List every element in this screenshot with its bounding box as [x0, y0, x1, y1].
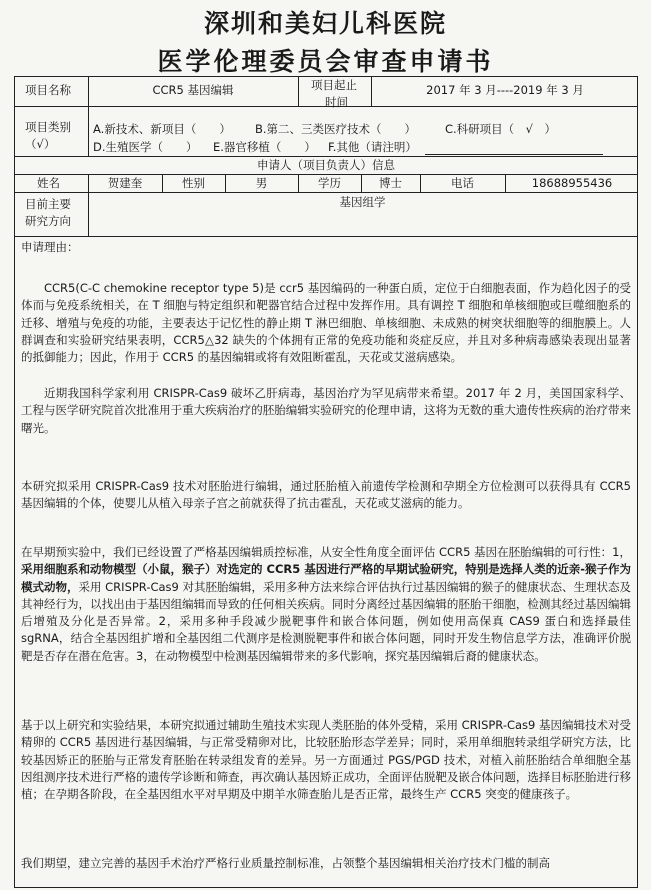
reason-label: 申请理由：: [21, 240, 79, 254]
research-label: [25, 196, 71, 230]
education-value: 博士: [379, 176, 402, 190]
category-label-line2: （√）: [25, 137, 56, 151]
period-label: [311, 77, 357, 111]
research-label-line1: 目前主要: [25, 197, 71, 211]
phone-value: 18688955436: [531, 176, 613, 190]
paragraph-expectation: 我们期望，建立完善的基因手术治疗严格行业质量控制标准，占领整个基因编辑相关治疗技术门槛的制高: [21, 856, 550, 870]
phone-label: 电话: [451, 176, 474, 190]
col-divider: [88, 106, 89, 156]
project-name-label: 项目名称: [25, 83, 71, 97]
row-divider: [15, 236, 637, 237]
education-label: 学历: [318, 176, 341, 190]
option-d[interactable]: D.生殖医学（ ）: [93, 140, 198, 154]
gender-label: 性别: [182, 176, 205, 190]
research-label-line2: 研究方向: [25, 214, 71, 228]
pilot-text-a: 在早期预实验中，我们已经设置了严格基因编辑质控标准，从安全性角度全面评估 CCR5 基因在胚胎编辑的可行性：1，: [21, 545, 631, 559]
option-f-underline: [425, 154, 603, 155]
project-name-value: CCR5 基因编辑: [152, 83, 234, 97]
paragraph-ccr5-intro: CCR5(C-C chemokine receptor type 5)是 ccr5 基因编码的一种蛋白质，定位于白细胞表面，作为趋化因子的受体而与免疫系统相关，在 T 细胞与特定组织和靶器官结合过程中发挥作用。具有调控 T 细胞和单核细胞或巨噬细胞系的迁移、增殖与免疫的功能，主要表达于记忆性的静止期 T 淋巴细胞、单核细胞、未成熟的树突状细胞等的细胞膜上。人群调查和实验研究结果表明，CCR5△32 缺失的个体拥有正常的免疫功能和炎症反应，并且对多种病毒感染表现出显著的抵御能力；因此，作用于 CCR5 的基因编辑或将有效阻断霍乱，天花或艾滋病感染。: [21, 281, 631, 365]
category-label: [25, 119, 71, 153]
pilot-text-bold: 采用细胞系和动物模型（小鼠，猴子）对选定的 CCR5 基因进行严格的早期试验研究，特别是选择人类的近亲-猴子作为模式动物，: [21, 562, 632, 594]
period-value: 2017 年 3 月----2019 年 3 月: [426, 83, 584, 97]
paragraph-pilot-experiments: [21, 544, 631, 665]
applicant-header: 申请人（项目负责人）信息: [257, 158, 395, 172]
period-label-line2: 时间: [325, 95, 348, 109]
applicant-name-label: 姓名: [37, 176, 60, 190]
form-title: 医学伦理委员会审查申请书: [157, 47, 494, 76]
option-c[interactable]: C.科研项目（ √ ）: [445, 122, 557, 136]
paragraph-study-aim: 本研究拟采用 CRISPR-Cas9 技术对胚胎进行编辑，通过胚胎植入前遗传学检测和孕期全方位检测可以获得具有 CCR5 基因编辑的个体，使婴儿从植入母亲子宫之前就获得了抗击霍乱，天花或艾滋病的能力。: [21, 479, 631, 511]
col-divider: [298, 77, 299, 106]
period-label-line1: 项目起止: [311, 78, 357, 92]
form-table: [14, 76, 638, 888]
paragraph-recent-progress: 近期我国科学家利用 CRISPR-Cas9 破坏乙肝病毒，基因治疗为罕见病带来希望。2017 年 2 月，美国国家科学、工程与医学研究院首次批准用于重大疾病治疗的胚胎编辑实验研究的伦理申请，这将为无数的重大遗传性疾病的治疗带来曙光。: [21, 386, 631, 435]
category-label-line1: 项目类别: [25, 120, 71, 134]
hospital-title: 深圳和美妇儿科医院: [203, 9, 447, 38]
research-value: 基因组学: [339, 195, 386, 209]
gender-value: 男: [255, 176, 268, 190]
row-divider: [15, 192, 637, 193]
option-e[interactable]: E.器官移植（ ）: [213, 140, 316, 154]
pilot-text-c: 采用 CRISPR-Cas9 对其胚胎编辑，采用多种方法来综合评估执行过基因编辑的猴子的健康状态、生理状态及其神经行为，以找出由于基因组编辑而导致的任何相关疾病。同时分离经过基因编辑的胚胎干细胞，检测其经过基因编辑后增殖及分化是否异常。2，采用多种手段减少脱靶事件和嵌合体问题，例如使用高保真 CAS9 蛋白和选择最佳 sgRNA，结合全基因组扩增和全基因组二代测序是检测脱靶事件和嵌合体问题，同时开发生物信息学方法，准确评价脱靶是否存在潜在危害。3，在动物模型中检测基因编辑带来的多代影响，探究基因编辑后裔的健康状态。: [21, 579, 632, 663]
option-a[interactable]: A.新技术、新项目（ ）: [93, 122, 231, 136]
option-f[interactable]: F.其他（请注明）: [328, 140, 417, 154]
paragraph-study-plan: 基于以上研究和实验结果，本研究拟通过辅助生殖技术实现人类胚胎的体外受精，采用 CRISPR-Cas9 基因编辑技术对受精卵的 CCR5 基因进行基因编辑，与正常受精卵对比，比较胚胎形态学差异；同时，采用单细胞转录组学研究方法，比较基因矫正的胚胎与正常发育胚胎在转录组发育的差异。另一方面通过 PGS/PGD 技术，对植入前胚胎结合单细胞全基因组测序技术进行严格的遗传学诊断和筛查，再次确认基因矫正成功，全面评估脱靶及嵌合体问题，选择目标胚胎进行移植；在孕期各阶段，在全基因组水平对早期及中期羊水筛查胎儿是否正常，最终生产 CCR5 突变的健康孩子。: [21, 718, 632, 802]
option-b[interactable]: B.第二、三类医疗技术（ ）: [255, 122, 417, 136]
applicant-name-value: 贺建奎: [107, 176, 143, 190]
